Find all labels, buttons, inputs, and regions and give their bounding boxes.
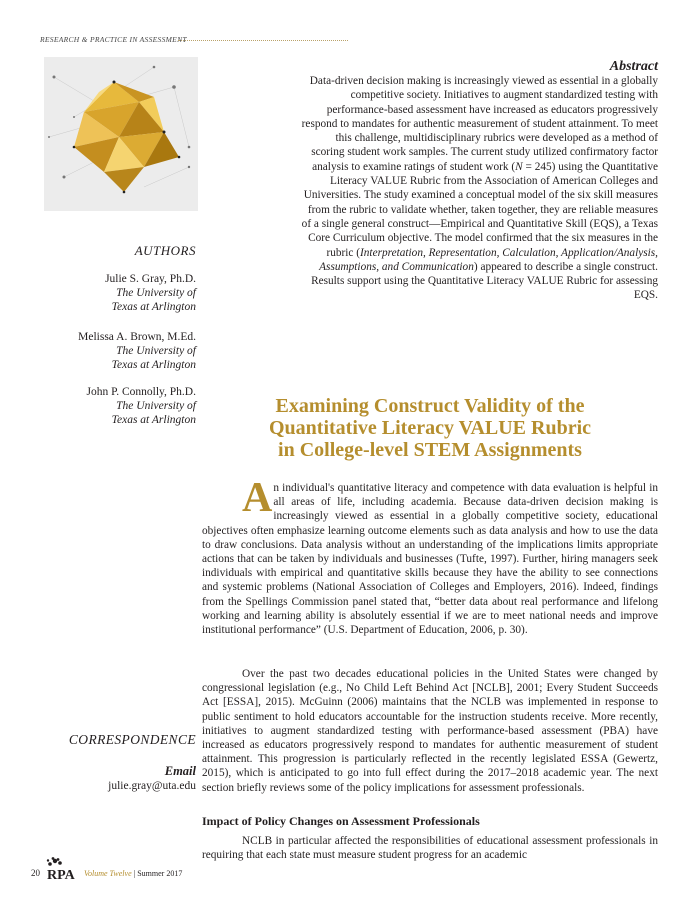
author-affiliation: Texas at Arlington: [111, 414, 196, 426]
abstract-measures: Interpretation, Representation, Calculation, Application/Analysis, Assumptions, and Communication: [319, 246, 658, 273]
abstract-n-symbol: N: [515, 160, 523, 173]
authors-heading: AUTHORS: [134, 243, 196, 258]
body-paragraph-1: [202, 475, 658, 637]
paragraph-text: n individual's quantitative literacy and competence with data evaluation is helpful in all areas of life, including academia. Because data-driven decision making is increasingly viewed as essential in a globally competitive society, educational objectives often emphasize learning outcome elements such as data analysis and how to use the data to draw conclusions. Data analysis without an understanding of the implications limits appropriate actions that can be taken by individuals and businesses (Tufte, 1997). Further, hiring managers seek individuals with empirical and quantitative skills because they have the ability to see connections and systemic problems (National Association of Colleges and Employers, 2016). Indeed, findings from the Spellings Commission panel stated that, “better data about real performance and lifelong working and learning ability is absolutely essential if we are to meet national needs and improve institutional performance” (U.S. Department of Education, 2006, p. 30).: [202, 482, 658, 637]
article-title-line: Examining Construct Validity of the: [275, 395, 585, 417]
section-subheading: Impact of Policy Changes on Assessment Professionals: [202, 814, 480, 828]
email-label: Email: [164, 764, 196, 778]
abstract-text-part1: Data-driven decision making is increasingly viewed as essential in a globally competitive society. Initiatives to augment standardized testing with performance-based assessment have increased as educators progressively respond to mandates for authentic measurement of student attainment. To meet this challenge, multidisciplinary rubrics were developed as a method of scoring student work samples. The current study utilized confirmatory factor analysis to examine ratings of student work (: [301, 75, 658, 173]
volume-label: Volume Twelve: [84, 869, 132, 878]
volume-info: [84, 869, 182, 878]
author-name: John P. Connolly, Ph.D.: [86, 386, 196, 398]
running-title: RESEARCH & PRACTICE IN ASSESSMENT: [40, 35, 187, 44]
author-affiliation: The University of: [116, 287, 196, 299]
polyhedron-illustration: [44, 57, 198, 211]
abstract-body: [300, 74, 658, 303]
author-affiliation: Texas at Arlington: [111, 301, 196, 313]
article-title-line: Quantitative Literacy VALUE Rubric: [268, 417, 592, 439]
body-paragraph-2: Over the past two decades educational policies in the United States were changed by congressional legislation (e.g., No Child Left Behind Act [NCLB], 2001; Every Student Succeeds Act [ESSA], 2015). McGuinn (2006) maintains that the NCLB was implemented in response to public sentiment to hold educators accountable for the instruction students receive. More recently, initiatives to augment standardized testing with performance-based assessment (PBA) have increased as educators progressively respond to mandates for authentic measurement of student attainment. This progression is particularly reflected in the recently legislated ESSA (Gewertz, 2015), which is anticipated to go into full effect during the 2017–2018 academic year. The next section briefly reviews some of the policy implications for assessment professionals.: [202, 668, 658, 794]
abstract-text-part2: = 245) using the Quantitative Literacy VALUE Rubric from the Association of American Colleges and Universities. The study examined a conceptual model of the six skill measures from the rubric to validate whether, taken together, they are reliable measures of a single general construct—Empirical and Quantitative Skill (EQS), a Texas Core Curriculum objective. The model confirmed that the six measures in the rubric (: [301, 160, 658, 259]
correspondence-heading: CORRESPONDENCE: [68, 732, 196, 747]
abstract-section: [300, 58, 658, 303]
page-number: 20: [31, 868, 40, 878]
abstract-text-part3: ) appeared to describe a single construct. Results support using the Quantitative Literacy VALUE Rubric for assessing EQS.: [311, 260, 658, 302]
abstract-heading: Abstract: [609, 59, 658, 74]
author-name: Julie S. Gray, Ph.D.: [105, 273, 196, 285]
article-title: [200, 395, 660, 461]
author-block: [40, 385, 196, 427]
author-name: Melissa A. Brown, M.Ed.: [78, 331, 196, 343]
header-dotted-rule: [178, 40, 348, 41]
author-affiliation: Texas at Arlington: [111, 359, 196, 371]
body-paragraph-3: NCLB in particular affected the responsibilities of educational assessment professionals in requiring that each state must measure student progress for an academic: [202, 835, 658, 862]
rpa-logo-text: RPA: [47, 868, 75, 881]
rpa-logo: [45, 857, 85, 881]
issue-label: Summer 2017: [137, 869, 183, 878]
author-affiliation: The University of: [116, 345, 196, 357]
drop-cap: A: [242, 475, 273, 521]
author-block: [40, 330, 196, 372]
rpa-logo-icon: [45, 857, 85, 881]
author-block: [40, 272, 196, 314]
article-title-line: in College-level STEM Assignments: [278, 439, 582, 461]
email-link[interactable]: julie.gray@uta.edu: [108, 780, 196, 792]
volume-separator: |: [131, 869, 138, 878]
author-affiliation: The University of: [116, 400, 196, 412]
polyhedron-graphic: [44, 57, 198, 211]
